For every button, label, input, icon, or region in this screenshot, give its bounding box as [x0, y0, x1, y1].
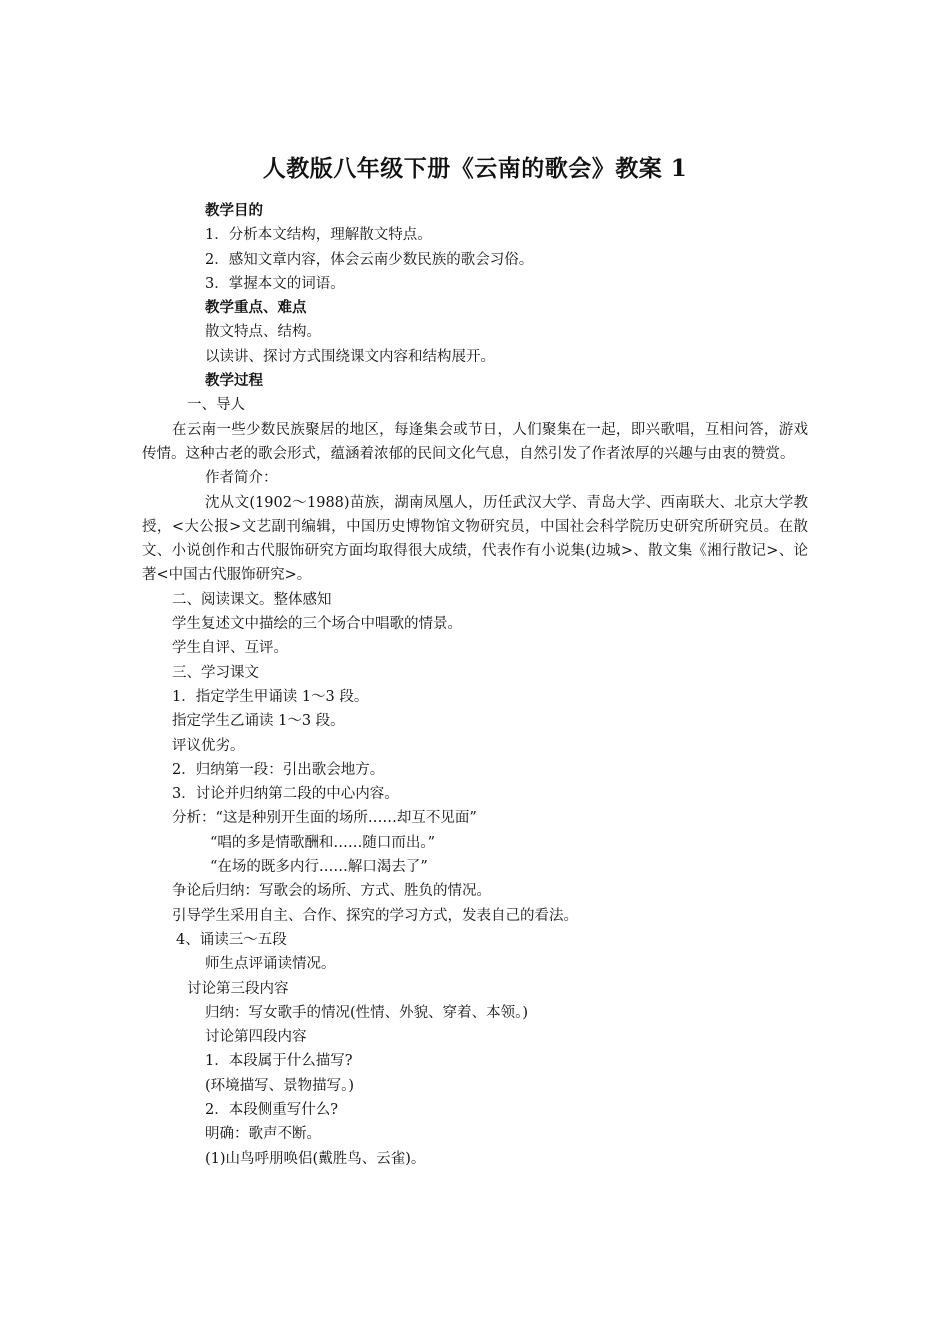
text-line: 1．本段属于什么描写? [205, 1053, 353, 1070]
section-heading: 教学重点、难点 [205, 299, 307, 317]
text-line: 争论后归纳：写歌会的场所、方式、胜负的情况。 [172, 883, 491, 900]
document-body [0, 199, 950, 1171]
text-line: 3．掌握本文的词语。 [205, 275, 345, 292]
text-line: “在场的既多内行……解口渴去了” [210, 859, 428, 876]
text-line: 讨论第四段内容 [205, 1029, 307, 1046]
text-line: 作者简介： [205, 470, 278, 487]
text-line: (1)山鸟呼朋唤侣(戴胜鸟、云雀)。 [205, 1150, 426, 1167]
text-line: 讨论第三段内容 [187, 980, 289, 997]
text-line: 引导学生采用自主、合作、探究的学习方式，发表自己的看法。 [172, 907, 578, 924]
section-heading: 教学目的 [205, 202, 263, 219]
text-line: 2．感知文章内容，体会云南少数民族的歌会习俗。 [205, 251, 534, 268]
text-line: 一、导人 [187, 397, 245, 414]
document-title: 人教版八年级下册《云南的歌会》教案 1 [262, 155, 688, 182]
text-line: 三、学习课文 [172, 664, 259, 681]
text-line: 分析：“这是种别开生面的场所……却互不见面” [172, 810, 477, 827]
paragraph: 在云南一些少数民族聚居的地区，每逢集会或节日，人们聚集在一起，即兴歌唱，互相问答，游戏传情。这种古老的歌会形式，蕴涵着浓郁的民间文化气息，自然引发了作者浓厚的兴趣与由衷的赞赏。 [142, 421, 808, 462]
section-heading: 教学过程 [205, 372, 263, 390]
paragraph: 沈从文(1902～1988)苗族，湖南凤凰人，历任武汉大学、青岛大学、西南联大、北京大学教授，<大公报>文艺副刊编辑，中国历史博物馆文物研究员，中国社会科学院历史研究所研究员。在散文、小说创作和古代服饰研究方面均取得很大成绩，代表作有小说集(边城>、散文集《湘行散记>、论著<中国古代服饰研究>。 [142, 494, 808, 584]
text-line: 学生自评、互评。 [172, 640, 288, 657]
text-line: 1．分析本文结构，理解散文特点。 [205, 227, 432, 244]
text-line: 散文特点、结构。 [205, 324, 321, 341]
text-line: 二、阅读课文。整体感知 [172, 591, 332, 608]
text-line: (环境描写、景物描写。) [205, 1077, 355, 1094]
text-line: 3．讨论并归纳第二段的中心内容。 [172, 786, 399, 803]
text-line: 指定学生乙诵读 1～3 段。 [172, 713, 345, 730]
text-line: 1．指定学生甲诵读 1～3 段。 [172, 688, 369, 705]
text-line: 2．本段侧重写什么? [205, 1101, 338, 1118]
text-line: 以读讲、探讨方式围绕课文内容和结构展开。 [205, 348, 495, 365]
text-line: 4、诵读三～五段 [176, 931, 287, 948]
text-line: 评议优劣。 [172, 737, 245, 754]
text-line: 2．归纳第一段：引出歌会地方。 [172, 761, 385, 778]
text-line: 师生点评诵读情况。 [205, 956, 336, 973]
text-line: “唱的多是情歌酬和……随口而出。” [210, 834, 436, 851]
text-line: 归纳：写女歌手的情况(性情、外貌、穿着、本领。) [205, 1004, 529, 1021]
text-line: 学生复述文中描绘的三个场合中唱歌的情景。 [172, 616, 462, 633]
text-line: 明确：歌声不断。 [205, 1126, 321, 1143]
